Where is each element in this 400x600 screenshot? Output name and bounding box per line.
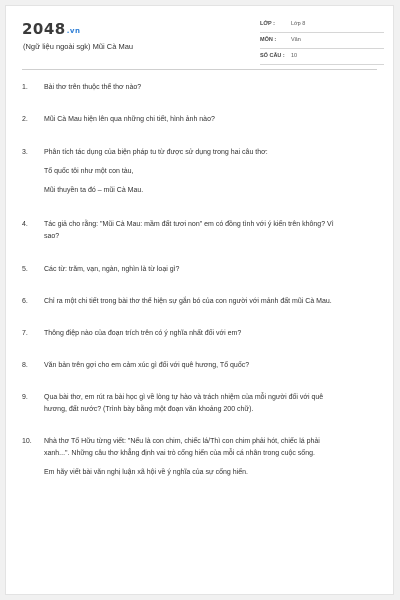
document-title: (Ngữ liệu ngoài sgk) Mũi Cà Mau [23, 42, 134, 51]
poem-line: Mũi thuyền ta đó – mũi Cà Mau. [44, 187, 144, 194]
meta-value: 10 [291, 53, 298, 59]
question-text: Nhà thơ Tố Hữu từng viết: "Nếu là con chim, chiếc lá/Thì con chim phải hót, chiếc lá phải xanh...". Những câu thơ khẳng định vai trò cống hiến của mỗi cá nhân trong cuộc sống. Em hãy viết bài văn nghị luận xã hội về ý nghĩa của sự cống hiến. [44, 438, 320, 476]
meta-subject [260, 34, 384, 49]
worksheet-header [6, 6, 393, 72]
question-number: 8. [22, 362, 28, 369]
question-number: 4. [22, 221, 28, 228]
question-number: 6. [22, 298, 28, 305]
question-number: 3. [22, 149, 28, 156]
meta-label: MÔN : [260, 37, 277, 43]
question-text: Mũi Cà Mau hiện lên qua những chi tiết, hình ảnh nào? [44, 116, 215, 123]
poem-line: Tổ quốc tôi như một con tàu, [44, 168, 134, 175]
meta-label: LỚP : [260, 21, 275, 27]
question-number: 5. [22, 266, 28, 273]
question-text: Tác giả cho rằng: "Mũi Cà Mau: mầm đất tươi non" em có đồng tình với ý kiến trên không? Vì sao? [44, 221, 334, 240]
question-number: 9. [22, 394, 28, 401]
meta-value: Lớp 8 [291, 21, 306, 27]
meta-question-count [260, 50, 384, 65]
question-text: Bài thơ trên thuộc thể thơ nào? [44, 84, 142, 91]
question-text: Văn bản trên gợi cho em cảm xúc gì đối với quê hương, Tổ quốc? [44, 362, 250, 369]
question-text: Qua bài thơ, em rút ra bài học gì về lòng tự hào và trách nhiệm của mỗi người đối với quê hương, đất nước? (Trình bày bằng một đoạn văn khoảng 200 chữ). [44, 394, 324, 413]
question-text: Phân tích tác dụng của biện pháp tu từ được sử dụng trong hai câu thơ: Tổ quốc tôi như một con tàu, Mũi thuyền ta đó – mũi Cà Mau. [44, 147, 376, 197]
question-text: Các từ: trăm, vạn, ngàn, nghìn là từ loại gì? [44, 266, 180, 273]
question-text: Thông điệp nào của đoạn trích trên có ý nghĩa nhất đối với em? [44, 330, 242, 337]
header-divider [22, 69, 377, 70]
logo-suffix: .vn [66, 27, 81, 35]
question-number: 7. [22, 330, 28, 337]
question-number: 10. [22, 438, 32, 445]
logo-text: 2048 [22, 20, 66, 38]
question-text: Chỉ ra một chi tiết trong bài thơ thể hiện sự gắn bó của con người với mảnh đất mũi Cà Mau. [44, 298, 332, 305]
meta-class [260, 18, 384, 33]
question-number: 2. [22, 116, 28, 123]
question-number: 1. [22, 84, 28, 91]
worksheet-page [5, 5, 394, 595]
meta-label: SỐ CÂU : [260, 53, 285, 59]
meta-value: Văn [291, 37, 301, 43]
site-logo[interactable] [22, 20, 80, 38]
